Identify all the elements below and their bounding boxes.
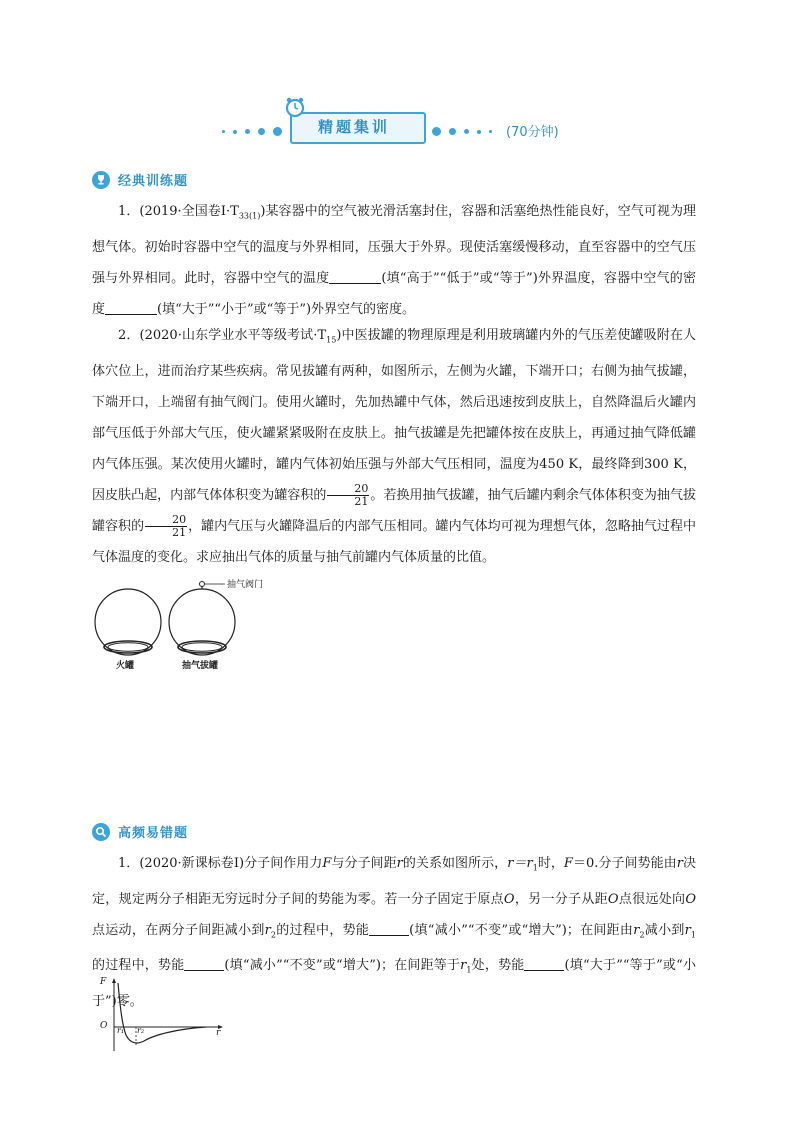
fraction: [145, 514, 187, 539]
section-header-classic: [92, 170, 188, 189]
section-title: 高频易错题: [118, 826, 189, 841]
cupping-figure: [90, 580, 290, 675]
var-r: r: [396, 856, 403, 871]
question-number: 1．: [118, 856, 140, 871]
question-text: )中医拔罐的物理原理是利用玻璃罐内外的气压差使罐吸附在人体穴位上，进而治疗某些疾病。常见拔罐有两种，如图所示，左侧为火罐，下端开口；右侧为抽气拔罐，下端开口，上端留有抽气阀门。使用火罐时，先加热罐中气体，然后迅速按到皮肤上，自然降温后火罐内部气压低于外部大气压，使火罐紧紧吸附在皮肤上。抽气拔罐是先把罐体按在皮肤上，再通过抽气降低罐内气体压强。某次使用火罐时，罐内气体初始压强与外部大气压相同，温度为450 K，最终降到300 K，因皮肤凸起，内部气体体积变为罐容积的: [92, 328, 697, 503]
fraction-numerator: 20: [145, 514, 187, 527]
question-text: 的关系如图所示，: [402, 856, 508, 871]
question-text: 减小到: [644, 922, 685, 938]
suction-cup-label: 抽气拔罐: [182, 661, 219, 671]
fraction: [327, 483, 369, 508]
answer-blank[interactable]: [369, 921, 409, 936]
question-text: (填“高于”“低于”或“等于”)外界温度，容器中空气的密度: [92, 270, 696, 317]
question-2-classic: [92, 320, 696, 573]
answer-blank[interactable]: [524, 956, 564, 971]
graph-origin-label: O: [100, 1021, 108, 1031]
fire-cup-label: 火罐: [116, 661, 135, 671]
var-r: r: [684, 922, 691, 938]
question-number: 1．: [118, 204, 140, 219]
question-text: (填“减小”“不变”或“增大”)；在间距等于: [224, 958, 461, 974]
banner-title: 精题集训: [318, 118, 391, 136]
var-O: O: [607, 891, 619, 907]
question-1-classic: [92, 196, 696, 325]
answer-blank[interactable]: [105, 300, 157, 315]
alarm-clock-icon: [284, 96, 306, 118]
question-text: 的过程中，势能: [275, 922, 370, 938]
question-text: 决定，规定两分子相距无穷远时分子间的势能为零。若一分子固定于原点: [92, 856, 696, 907]
force-curve: [96, 975, 226, 1055]
banner-dots-right: [432, 127, 492, 136]
source-subscript: 33(1): [238, 211, 261, 221]
question-text: 与分子间距: [331, 856, 397, 871]
fraction-denominator: 21: [354, 494, 369, 508]
answer-blank[interactable]: [184, 956, 224, 971]
magnifier-icon: [92, 823, 110, 841]
question-text: ＝0.分子间势能由: [572, 856, 677, 871]
subscript: 2: [270, 930, 276, 940]
var-F: F: [563, 856, 573, 871]
section-header-error-prone: [92, 822, 188, 841]
subscript: 1: [466, 965, 472, 975]
var-O: O: [685, 891, 696, 907]
answer-blank[interactable]: [329, 269, 381, 284]
question-text: (填“减小”“不变”或“增大”)；在间距由: [409, 922, 634, 938]
time-label: (70分钟): [506, 125, 559, 140]
source-subscript: 15: [326, 335, 337, 345]
question-source: (2019·全国卷Ⅰ·T: [139, 204, 239, 219]
graph-r2-label: r₂: [137, 1026, 145, 1035]
var-r: r: [676, 856, 683, 871]
question-text: 时，: [537, 856, 564, 871]
question-text: 。若换用抽气拔罐，抽气后罐内剩余气体体积变为抽气拔罐容积的: [92, 487, 696, 534]
graph-axis-x-label: r: [216, 1028, 221, 1038]
question-text: (填“大于”“等于”或“小于”)零。: [92, 958, 696, 1009]
fraction-numerator: 20: [327, 483, 369, 496]
question-text: ，另一分子从距: [514, 891, 608, 907]
valve-label: 抽气阀门: [227, 580, 264, 590]
question-number: 2．: [118, 328, 140, 343]
var-r: r: [633, 922, 640, 938]
question-text: 处，势能: [471, 958, 525, 974]
question-text: 的过程中，势能: [92, 958, 185, 974]
fraction-denominator: 21: [172, 525, 187, 539]
force-distance-graph: [96, 975, 226, 1055]
graph-r1-label: r₁: [117, 1026, 125, 1035]
var-r: r: [460, 958, 467, 974]
question-text: 分子间作用力: [244, 856, 323, 871]
question-text: 点很远处向: [618, 891, 686, 907]
graph-axis-y-label: F: [100, 977, 107, 987]
section-title: 经典训练题: [118, 174, 189, 189]
subscript: 1: [690, 930, 696, 940]
question-text: (填“大于”“小于”或“等于”)外界空气的密度。: [157, 301, 416, 317]
question-text: 点运动，在两分子间距减小到: [92, 922, 265, 938]
subscript: 1: [532, 863, 538, 873]
var-condition: r＝r: [507, 856, 533, 871]
banner-dots-left: [222, 127, 282, 136]
var-O: O: [503, 891, 515, 907]
trophy-icon: [92, 171, 110, 189]
question-text: )某容器中的空气被光滑活塞封住，容器和活塞绝热性能良好，空气可视为理想气体。初始时容器中空气的温度与外界相同，压强大于外界。现使活塞缓慢移动，直至容器中的空气压强与外界相同。此时，容器中空气的温度: [92, 204, 696, 286]
question-source: (2020·新课标卷Ⅰ): [139, 856, 245, 871]
var-r: r: [264, 922, 271, 938]
var-F: F: [322, 856, 332, 871]
subscript: 2: [639, 930, 645, 940]
question-text: ，罐内气压与火罐降温后的内部气压相同。罐内气体均可视为理想气体，忽略抽气过程中气体温度的变化。求应抽出气体的质量与抽气前罐内气体质量的比值。: [92, 518, 696, 565]
question-source: (2020·山东学业水平等级考试·T: [139, 328, 327, 343]
